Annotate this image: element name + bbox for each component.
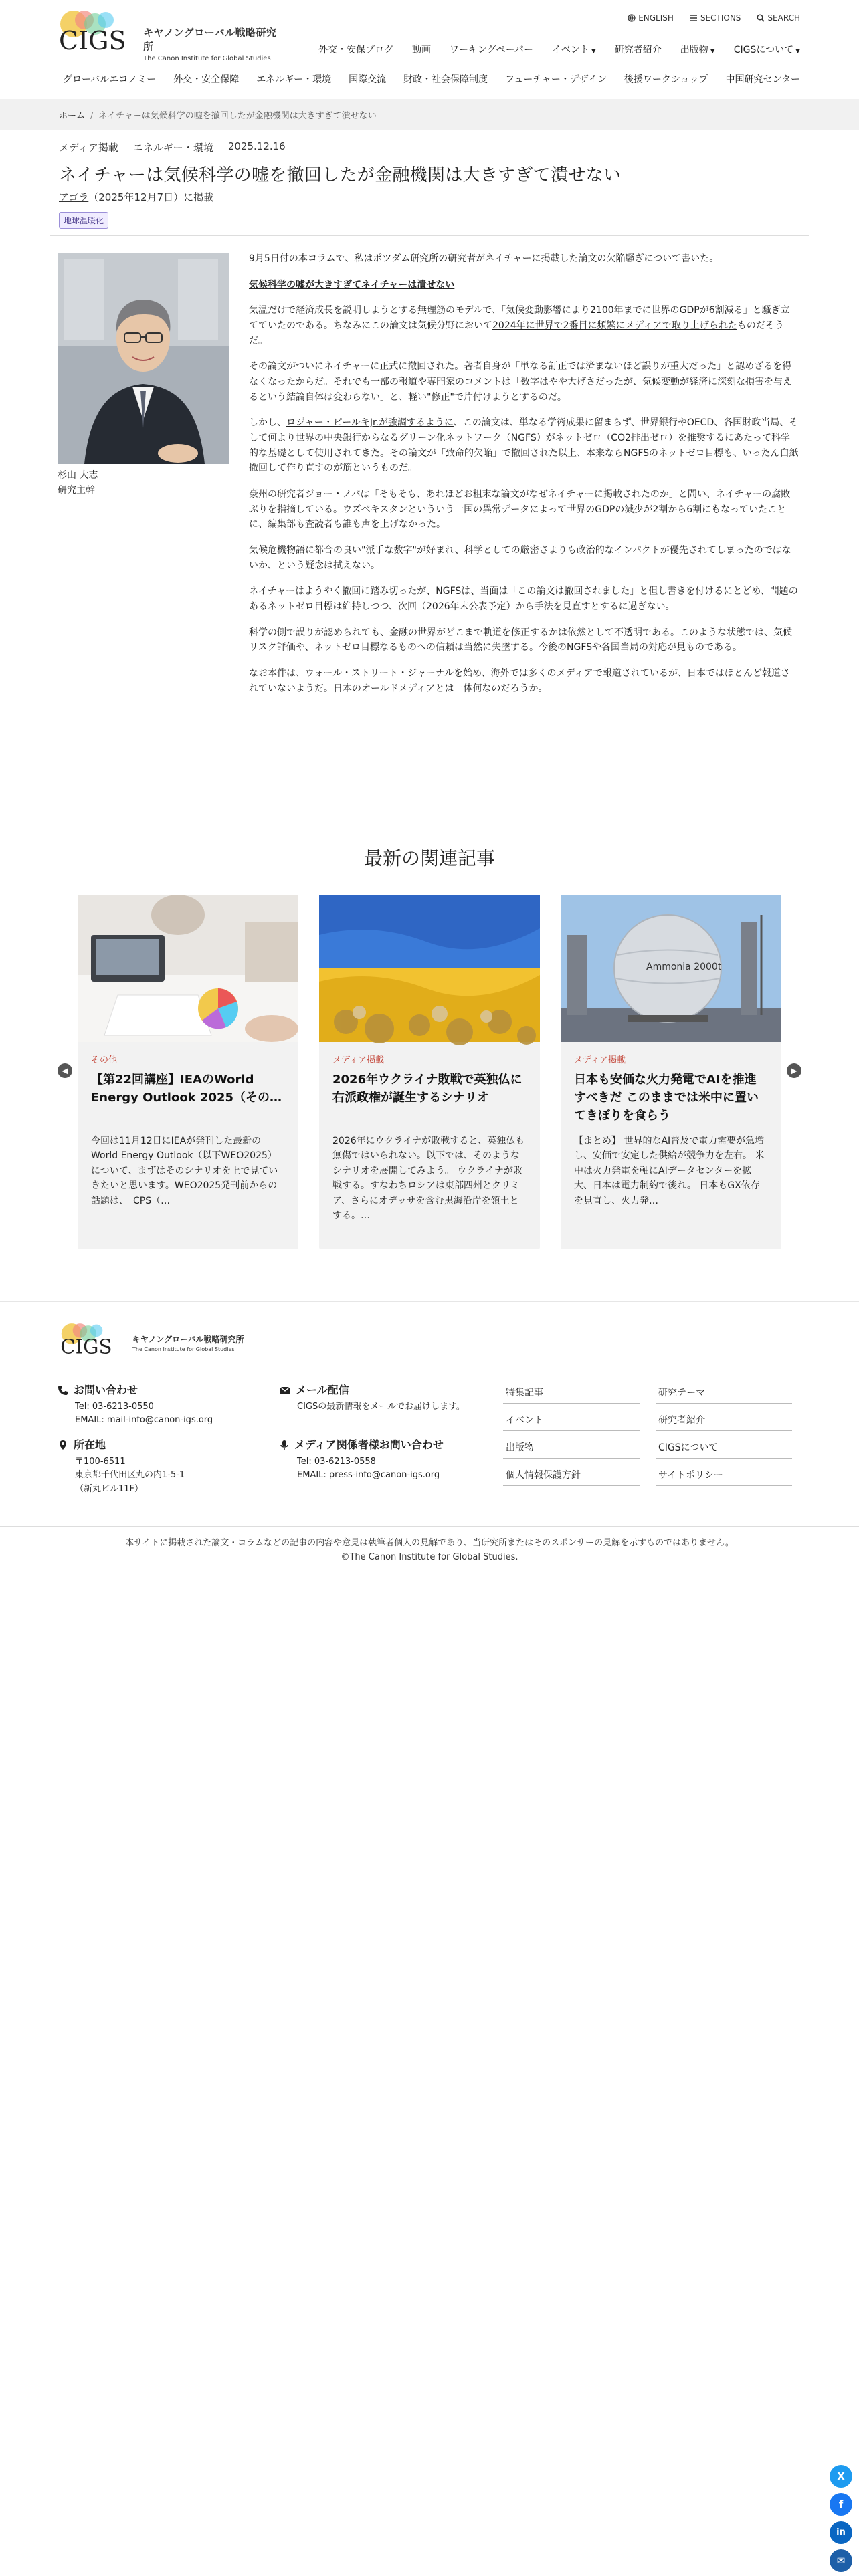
- nav-diplomacy-blog[interactable]: 外交・安保ブログ: [318, 45, 393, 56]
- article-body: [249, 251, 799, 707]
- byline: アゴラ（2025年12月7日）に掲載: [59, 191, 214, 203]
- share-facebook-button[interactable]: [830, 2493, 852, 2516]
- phone-icon: [58, 1385, 68, 1396]
- paragraph: 豪州の研究者ジョー・ノバは「そもそも、あれほどお粗末な論文がなぜネイチャーに掲載されたのか」と問い、ネイチャーの腐敗ぶりを指摘している。ウズベキスタンといういう一国の異常データによって世界のGDPの減少が2割から6割にもなっていたことに、編集部も査読者も誰も声を上げなかった。: [249, 489, 791, 530]
- card-category: メディア掲載: [332, 1055, 384, 1065]
- article-meta: [59, 140, 800, 154]
- footer-link-publications[interactable]: 出版物: [503, 1436, 640, 1459]
- card-excerpt: 2026年にウクライナが敗戦すると、英独仏も無傷ではいられない。以下では、そのようなシナリオを展開してみよう。 ウクライナが敗戦する。すなわちロシアは東部四州とクリミア、さらにオデッサを含む黒海沿岸を領土とする。…: [332, 1136, 525, 1221]
- nav-events[interactable]: イベント ▼: [551, 45, 596, 56]
- newsletter-link[interactable]: メール配信: [296, 1384, 349, 1396]
- card-category: メディア掲載: [574, 1055, 626, 1065]
- paragraph: その論文がついにネイチャーに正式に撤回された。著者自身が「単なる訂正では済まないほど誤りが重大だった」と認めざるを得なくなったからだ。それでも一部の報道や専門家のコメントは「数字はやや大げさだったが、気候変動が経済に深刻な損害を与えるという結論自体は変わらない」と、軽い"修正"で片付けようとするのだ。: [249, 361, 792, 403]
- contact-block: お問い合わせ Tel: 03-6213-0550 EMAIL: mail-info@canon-igs.org: [58, 1382, 258, 1428]
- card-category: その他: [91, 1055, 118, 1065]
- x-icon: X: [837, 2470, 845, 2482]
- nav-global-economy[interactable]: グローバルエコノミー: [63, 74, 157, 85]
- press-email[interactable]: EMAIL: press-info@canon-igs.org: [297, 1470, 440, 1481]
- microphone-icon: [280, 1440, 289, 1451]
- inline-link[interactable]: ロジャー・ピールキJr.が強調するように: [286, 417, 454, 429]
- paragraph: 科学の側で誤りが認められても、金融の世界がどこまで軌道を修正するかは依然として不透明である。このような状態では、気候リスク評価や、ネットゼロ目標なるものへの信頼は当然に失墜する。今後のNGFSや各国当局の対応が見ものである。: [249, 627, 792, 653]
- article-date: 2025.12.16: [227, 140, 286, 152]
- nav-about[interactable]: CIGSについて ▼: [733, 45, 800, 56]
- card-image: [561, 895, 781, 1042]
- paragraph: ネイチャーはようやく撤回に踏み切ったが、NGFSは、当面は「この論文は撤回されました」と但し書きを付けるにとどめ、問題のあるネットゼロ目標は維持しつつ、次回（2026年末公表予定）から手法を見直すとするに過ぎない。: [249, 586, 798, 613]
- breadcrumb-current: ネイチャーは気候科学の嘘を撤回したが金融機関は大きすぎて潰せない: [98, 111, 377, 121]
- share-linkedin-button[interactable]: [830, 2521, 852, 2544]
- nav-china-center[interactable]: 中国研究センター: [725, 74, 800, 85]
- related-card[interactable]: [561, 895, 781, 1249]
- nav-security[interactable]: 外交・安全保障: [173, 74, 240, 85]
- chevron-right-icon: ▶: [791, 1066, 797, 1075]
- contact-email[interactable]: EMAIL: mail-info@canon-igs.org: [75, 1415, 213, 1426]
- footer-link-researchers[interactable]: 研究者紹介: [656, 1409, 792, 1431]
- globe-icon: [628, 14, 636, 22]
- nav-working-paper[interactable]: ワーキングペーパー: [449, 45, 533, 56]
- footer-link-about[interactable]: CIGSについて: [656, 1436, 792, 1459]
- contact-tel: Tel: 03-6213-0550: [75, 1401, 154, 1412]
- search-icon: [757, 14, 765, 22]
- caret-down-icon: ▼: [591, 48, 596, 55]
- paragraph: なお本件は、ウォール・ストリート・ジャーナルを始め、海外では多くのメディアで報道されているが、日本ではほとんど報道されていないようだ。日本のオールドメディアとは一体何なのだろうか。: [249, 668, 790, 694]
- footer-logo[interactable]: CIGS キヤノングローバル戦略研究所 The Canon Institute for Global Studies: [58, 1321, 258, 1362]
- author-title: 研究主幹: [58, 485, 95, 496]
- mail-icon: ✉: [836, 2555, 846, 2567]
- nav-publications[interactable]: 出版物 ▼: [680, 45, 715, 56]
- nav-workshop[interactable]: 後援ワークショップ: [624, 74, 708, 85]
- utility-bar: [628, 13, 800, 23]
- share-email-button[interactable]: [830, 2549, 852, 2572]
- nav-future-design[interactable]: フューチャー・デザイン: [505, 74, 607, 85]
- topic-tag[interactable]: 地球温暖化: [59, 212, 108, 229]
- footer-link-features[interactable]: 特集記事: [503, 1382, 640, 1404]
- breadcrumb-bar: [0, 99, 859, 130]
- svg-text:CIGS: CIGS: [60, 1335, 112, 1358]
- author-portrait: [58, 253, 229, 464]
- newsletter-block: メール配信 CIGSの最新情報をメールでお届けします。: [280, 1382, 487, 1414]
- divider: [50, 235, 809, 236]
- map-pin-icon: [58, 1440, 68, 1451]
- paragraph: しかし、ロジャー・ピールキJr.が強調するように、この論文は、単なる学術成果に留まらず、世界銀行やOECD、各国財政当局、そして何より世界の中央銀行からなるグリーン化ネットワーク（NGFS）がネットゼロ（CO2排出ゼロ）を推奨するにあたって科学的な基礎として使用されてきた。その論文が「致命的欠陥」で撤回された以上、本来ならNGFSのネットゼロ目標も、いったん白紙撤回して作り直すのが筋というものだ。: [249, 417, 799, 474]
- share-x-button[interactable]: [830, 2465, 852, 2488]
- util-sections[interactable]: SECTIONS: [690, 13, 741, 23]
- nav-researchers[interactable]: 研究者紹介: [614, 45, 662, 56]
- nav-video[interactable]: 動画: [411, 45, 431, 56]
- article-category: メディア掲載: [59, 142, 118, 154]
- related-carousel: [78, 895, 781, 1249]
- footer-link-privacy[interactable]: 個人情報保護方針: [503, 1464, 640, 1486]
- footer-link-site-policy[interactable]: サイトポリシー: [656, 1464, 792, 1486]
- logo-jp: キヤノングローバル戦略研究所: [143, 27, 277, 53]
- press-block: メディア関係者様お問い合わせ Tel: 03-6213-0558 EMAIL: press-info@canon-igs.org: [280, 1436, 487, 1483]
- facebook-icon: f: [838, 2498, 844, 2510]
- chevron-left-icon: ◀: [62, 1066, 68, 1075]
- site-logo[interactable]: [58, 8, 285, 60]
- subheading-link[interactable]: 気候科学の嘘が大きすぎてネイチャーは潰せない: [249, 279, 455, 290]
- svg-text:CIGS: CIGS: [59, 26, 126, 56]
- copyright: ©The Canon Institute for Global Studies.: [341, 1551, 518, 1562]
- primary-nav: [318, 43, 800, 56]
- secondary-nav: [63, 72, 800, 86]
- paragraph: 気候危機物語に都合の良い"派手な数字"が好まれ、科学としての厳密さよりも政治的なインパクトが優先されてしまったのではないか、という疑念は拭えない。: [249, 545, 791, 571]
- inline-link[interactable]: 2024年に世界で2番目に頻繁にメディアで取り上げられた: [492, 320, 737, 332]
- card-title[interactable]: 2026年ウクライナ敗戦で英独仏に右派政権が誕生するシナリオ: [332, 1073, 522, 1105]
- page-title: ネイチャーは気候科学の嘘を撤回したが金融機関は大きすぎて潰せない: [59, 165, 622, 185]
- media-link[interactable]: アゴラ: [59, 191, 89, 203]
- article-header: [59, 140, 800, 229]
- site-header: [0, 0, 859, 99]
- card-title[interactable]: 日本も安価な火力発電でAIを推進すべきだ このままでは米中に置いてきぼりを食らう: [574, 1073, 759, 1123]
- util-search[interactable]: SEARCH: [757, 13, 800, 23]
- nav-energy[interactable]: エネルギー・環境: [256, 74, 332, 85]
- cigs-logo-mark: [58, 8, 131, 60]
- card-title[interactable]: 【第22回講座】IEAのWorld Energy Outlook 2025（その…: [91, 1073, 282, 1105]
- disclaimer: 本サイトに掲載された論文・コラムなどの記事の内容や意見は執筆者個人の見解であり、当研究所またはそのスポンサーの見解を示すものではありません。 ©The Canon Institute for Global Studies.: [0, 1537, 859, 1565]
- card-excerpt: 【まとめ】 世界的なAI普及で電力需要が急増し、安価で安定した供給が競争力を左右。 米中は火力発電を軸にAIデータセンターを拡大、日本は電力制約で後れ。 日本もGX依存を見直し、火力発…: [574, 1136, 765, 1206]
- paragraph: 気温だけで経済成長を説明しようとする無理筋のモデルで、「気候変動影響により2100年までに世界のGDPが6割減る」と騒ぎ立てていたのである。ちなみにこの論文は気候分野において2024年に世界で2番目に頻繁にメディアで取り上げられたものだそうだ。: [249, 305, 790, 346]
- linkedin-icon: in: [836, 2527, 846, 2537]
- caret-down-icon: ▼: [795, 48, 800, 55]
- related-section-title: 最新の関連記事: [363, 847, 495, 869]
- breadcrumb-home[interactable]: ホーム: [59, 111, 86, 121]
- divider: [0, 1301, 859, 1302]
- carousel-prev-button[interactable]: [58, 1063, 72, 1078]
- cigs-logo-mark: [58, 1321, 118, 1362]
- footer-link-events[interactable]: イベント: [503, 1409, 640, 1431]
- nav-fiscal[interactable]: 財政・社会保障制度: [403, 74, 488, 85]
- related-card[interactable]: [319, 895, 540, 1249]
- related-card[interactable]: [78, 895, 298, 1249]
- util-english[interactable]: ENGLISH: [628, 13, 674, 23]
- caret-down-icon: ▼: [710, 48, 715, 55]
- inline-link[interactable]: ウォール・ストリート・ジャーナル: [305, 668, 454, 679]
- card-excerpt: 今回は11月12日にIEAが発刊した最新のWorld Energy Outlook（以下WEO2025）について、まずはそのシナリオを上で見ていきたいと思います。WEO2025発刊前からの話題は、「CPS（…: [91, 1136, 278, 1206]
- author-name[interactable]: 杉山 大志: [58, 470, 98, 481]
- card-image: [78, 895, 298, 1042]
- article-field: エネルギー・環境: [132, 142, 213, 154]
- carousel-next-button[interactable]: [787, 1063, 801, 1078]
- paragraph: 9月5日付の本コラムで、私はポツダム研究所の研究者がネイチャーに掲載した論文の欠陥騒ぎについて書いた。: [249, 253, 719, 264]
- address-block: 所在地 〒100-6511 東京都千代田区丸の内1-5-1 （新丸ビル11F）: [58, 1436, 258, 1497]
- footer-link-themes[interactable]: 研究テーマ: [656, 1382, 792, 1404]
- author-profile: [58, 253, 229, 498]
- svg-text:Ammonia 2000t: Ammonia 2000t: [646, 962, 722, 972]
- nav-international[interactable]: 国際交流: [349, 74, 387, 85]
- card-image: [319, 895, 540, 1042]
- logo-en: The Canon Institute for Global Studies: [143, 55, 271, 62]
- breadcrumb: ホーム / ネイチャーは気候科学の嘘を撤回したが金融機関は大きすぎて潰せない: [59, 111, 377, 121]
- menu-icon: [690, 14, 698, 22]
- footer-links: [503, 1382, 793, 1491]
- inline-link[interactable]: ジョー・ノバ: [305, 489, 361, 500]
- divider: [0, 1526, 859, 1527]
- envelope-icon: [280, 1386, 290, 1395]
